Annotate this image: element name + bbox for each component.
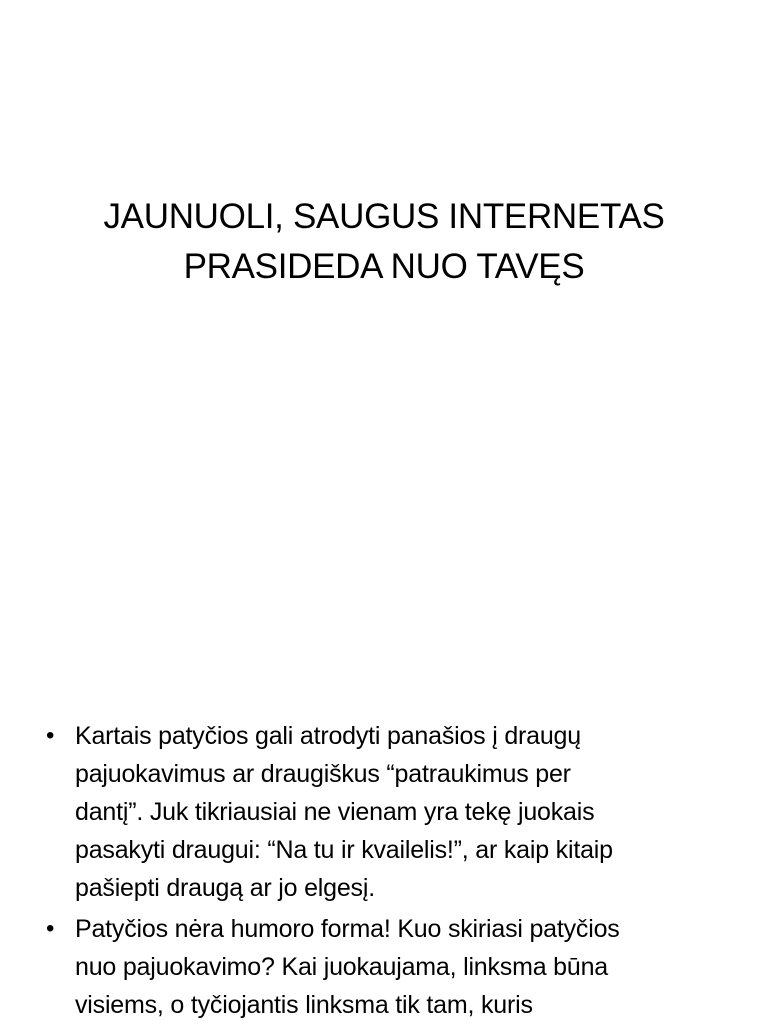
- bullet-icon: •: [46, 915, 55, 942]
- bullet-icon: •: [46, 722, 55, 749]
- slide-title-line-2: PRASIDEDA NUO TAVĘS: [183, 247, 585, 286]
- slide-title-line-1: JAUNUOLI, SAUGUS INTERNETAS: [103, 197, 665, 236]
- bullet-item: [44, 717, 734, 907]
- bullet-item: [44, 910, 734, 1024]
- bullet-text: Kartais patyčios gali atrodyti panašios į draugų pajuokavimus ar draugiškus “patraukimus per dantį”. Juk tikriausiai ne vienam yra tekę juokais pasakyti draugui: “Na tu ir kvailelis!”, ar kaip kitaip pašiepti draugą ar jo elgesį.: [75, 722, 613, 902]
- bullet-list: [44, 717, 734, 1024]
- slide-title: [40, 192, 728, 292]
- bullet-text: Patyčios nėra humoro forma! Kuo skiriasi patyčios nuo pajuokavimo? Kai juokaujama, linksma būna visiems, o tyčiojantis linksma tik tam, kuris: [75, 915, 620, 1019]
